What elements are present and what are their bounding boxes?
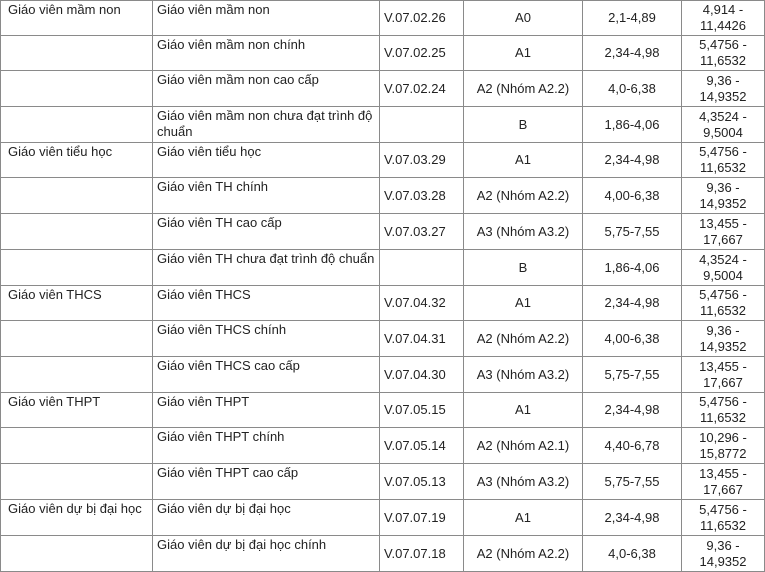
cell-code: V.07.03.27 — [380, 214, 464, 250]
cell-coefficient: 5,75-7,55 — [583, 464, 682, 500]
table-row — [1, 464, 765, 500]
cell-title: Giáo viên THCS chính — [153, 321, 380, 357]
cell-code: V.07.05.14 — [380, 428, 464, 464]
cell-coefficient: 4,0-6,38 — [583, 71, 682, 107]
cell-title: Giáo viên THPT cao cấp — [153, 464, 380, 500]
cell-coefficient: 5,75-7,55 — [583, 357, 682, 393]
cell-group — [1, 71, 153, 107]
table-row — [1, 321, 765, 357]
cell-group: Giáo viên mầm non — [1, 1, 153, 36]
cell-code: V.07.04.31 — [380, 321, 464, 357]
table-row — [1, 36, 765, 71]
cell-title: Giáo viên TH cao cấp — [153, 214, 380, 250]
cell-coefficient: 5,75-7,55 — [583, 214, 682, 250]
table-row — [1, 214, 765, 250]
cell-salary: 5,4756 - 11,6532 — [682, 500, 765, 536]
cell-salary: 5,4756 - 11,6532 — [682, 286, 765, 321]
cell-group — [1, 107, 153, 143]
cell-salary: 5,4756 - 11,6532 — [682, 36, 765, 71]
cell-group — [1, 36, 153, 71]
cell-group — [1, 321, 153, 357]
cell-code: V.07.02.26 — [380, 1, 464, 36]
cell-code — [380, 107, 464, 143]
cell-group — [1, 536, 153, 572]
table-row — [1, 250, 765, 286]
cell-coefficient: 2,34-4,98 — [583, 36, 682, 71]
table-row — [1, 1, 765, 36]
cell-grade: A3 (Nhóm A3.2) — [464, 357, 583, 393]
cell-grade: B — [464, 250, 583, 286]
cell-title: Giáo viên mầm non chưa đạt trình độ chuẩn — [153, 107, 380, 143]
cell-code: V.07.07.18 — [380, 536, 464, 572]
table-row — [1, 178, 765, 214]
cell-coefficient: 2,34-4,98 — [583, 143, 682, 178]
cell-group — [1, 214, 153, 250]
cell-title: Giáo viên tiểu học — [153, 143, 380, 178]
cell-title: Giáo viên mầm non chính — [153, 36, 380, 71]
cell-salary: 13,455 - 17,667 — [682, 357, 765, 393]
table-row — [1, 71, 765, 107]
cell-title: Giáo viên mầm non — [153, 1, 380, 36]
cell-group — [1, 250, 153, 286]
cell-title: Giáo viên THPT chính — [153, 428, 380, 464]
cell-group — [1, 357, 153, 393]
cell-code: V.07.02.24 — [380, 71, 464, 107]
cell-title: Giáo viên THCS cao cấp — [153, 357, 380, 393]
table-row — [1, 143, 765, 178]
cell-coefficient: 2,1-4,89 — [583, 1, 682, 36]
cell-grade: A3 (Nhóm A3.2) — [464, 214, 583, 250]
cell-code: V.07.07.19 — [380, 500, 464, 536]
cell-group: Giáo viên THPT — [1, 393, 153, 428]
cell-coefficient: 2,34-4,98 — [583, 286, 682, 321]
cell-grade: A1 — [464, 393, 583, 428]
cell-salary: 4,914 - 11,4426 — [682, 1, 765, 36]
cell-coefficient: 4,40-6,78 — [583, 428, 682, 464]
cell-grade: A2 (Nhóm A2.1) — [464, 428, 583, 464]
cell-title: Giáo viên dự bị đại học chính — [153, 536, 380, 572]
cell-grade: B — [464, 107, 583, 143]
cell-salary: 5,4756 - 11,6532 — [682, 143, 765, 178]
cell-group — [1, 178, 153, 214]
cell-salary: 10,296 - 15,8772 — [682, 428, 765, 464]
cell-grade: A2 (Nhóm A2.2) — [464, 178, 583, 214]
cell-salary: 9,36 - 14,9352 — [682, 178, 765, 214]
cell-coefficient: 2,34-4,98 — [583, 393, 682, 428]
table-row — [1, 107, 765, 143]
cell-group — [1, 428, 153, 464]
cell-salary: 5,4756 - 11,6532 — [682, 393, 765, 428]
cell-salary: 9,36 - 14,9352 — [682, 71, 765, 107]
cell-salary: 13,455 - 17,667 — [682, 464, 765, 500]
cell-code: V.07.05.15 — [380, 393, 464, 428]
table-row — [1, 428, 765, 464]
cell-code: V.07.03.28 — [380, 178, 464, 214]
table-row — [1, 393, 765, 428]
cell-grade: A1 — [464, 36, 583, 71]
cell-group: Giáo viên tiểu học — [1, 143, 153, 178]
cell-coefficient: 4,0-6,38 — [583, 536, 682, 572]
table-row — [1, 536, 765, 572]
table-row — [1, 357, 765, 393]
cell-grade: A1 — [464, 500, 583, 536]
cell-code: V.07.05.13 — [380, 464, 464, 500]
table-row — [1, 286, 765, 321]
cell-group: Giáo viên dự bị đại học — [1, 500, 153, 536]
cell-coefficient: 1,86-4,06 — [583, 250, 682, 286]
cell-grade: A2 (Nhóm A2.2) — [464, 321, 583, 357]
cell-salary: 13,455 - 17,667 — [682, 214, 765, 250]
cell-grade: A2 (Nhóm A2.2) — [464, 71, 583, 107]
cell-coefficient: 1,86-4,06 — [583, 107, 682, 143]
cell-code: V.07.04.32 — [380, 286, 464, 321]
cell-grade: A1 — [464, 286, 583, 321]
cell-grade: A0 — [464, 1, 583, 36]
cell-grade: A1 — [464, 143, 583, 178]
cell-salary: 9,36 - 14,9352 — [682, 321, 765, 357]
cell-code — [380, 250, 464, 286]
cell-salary: 4,3524 - 9,5004 — [682, 107, 765, 143]
cell-coefficient: 4,00-6,38 — [583, 178, 682, 214]
table-row — [1, 500, 765, 536]
cell-title: Giáo viên THCS — [153, 286, 380, 321]
cell-title: Giáo viên THPT — [153, 393, 380, 428]
cell-coefficient: 4,00-6,38 — [583, 321, 682, 357]
cell-title: Giáo viên TH chính — [153, 178, 380, 214]
cell-salary: 4,3524 - 9,5004 — [682, 250, 765, 286]
cell-salary: 9,36 - 14,9352 — [682, 536, 765, 572]
cell-code: V.07.02.25 — [380, 36, 464, 71]
cell-group: Giáo viên THCS — [1, 286, 153, 321]
cell-code: V.07.04.30 — [380, 357, 464, 393]
cell-grade: A3 (Nhóm A3.2) — [464, 464, 583, 500]
cell-group — [1, 464, 153, 500]
cell-title: Giáo viên dự bị đại học — [153, 500, 380, 536]
cell-title: Giáo viên mầm non cao cấp — [153, 71, 380, 107]
cell-coefficient: 2,34-4,98 — [583, 500, 682, 536]
cell-title: Giáo viên TH chưa đạt trình độ chuẩn — [153, 250, 380, 286]
cell-code: V.07.03.29 — [380, 143, 464, 178]
cell-grade: A2 (Nhóm A2.2) — [464, 536, 583, 572]
salary-table-body — [1, 1, 765, 572]
